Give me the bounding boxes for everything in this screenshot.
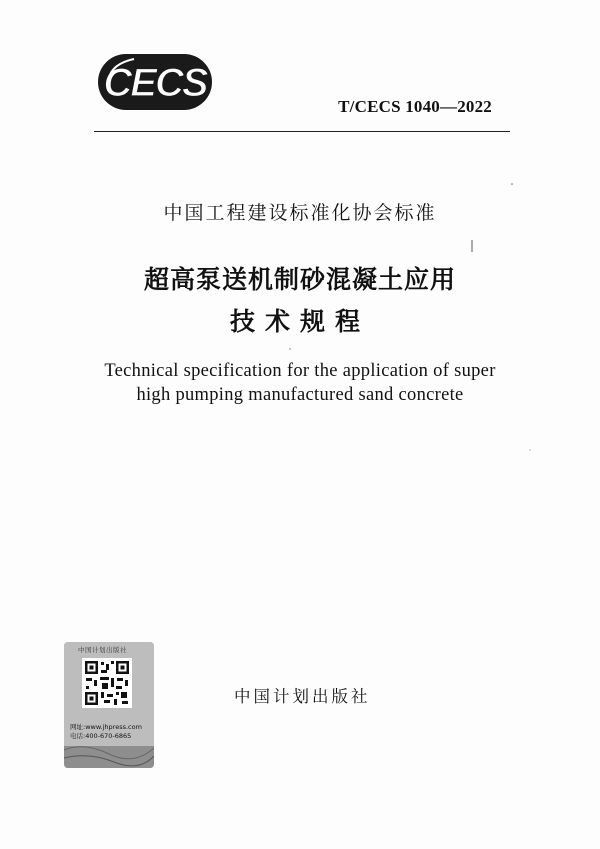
svg-text:CECS: CECS: [103, 61, 207, 105]
title-zh-line1: 超高泵送机制砂混凝土应用: [143, 265, 456, 294]
association-name: 中国工程建设标准化协会标准: [163, 202, 437, 224]
label-background: [64, 642, 154, 768]
title-zh-line2: 技术规程: [229, 307, 370, 336]
title-en-line1: Technical specification for the application of super: [104, 361, 496, 381]
standard-number: T/CECS 1040—2022: [338, 97, 492, 116]
title-en-line2: high pumping manufactured sand concrete: [136, 385, 464, 405]
qr-code-icon: [82, 658, 132, 708]
label-phone: 电话:400-670-6865: [70, 732, 132, 740]
anti-counterfeit-label: [64, 642, 154, 768]
cecs-logo: [96, 52, 214, 112]
label-website: 网址:www.jhpress.com: [70, 723, 142, 731]
header-rule: [94, 131, 510, 132]
label-publisher: 中国计划出版社: [78, 646, 127, 654]
publisher-name: 中国计划出版社: [234, 687, 371, 706]
